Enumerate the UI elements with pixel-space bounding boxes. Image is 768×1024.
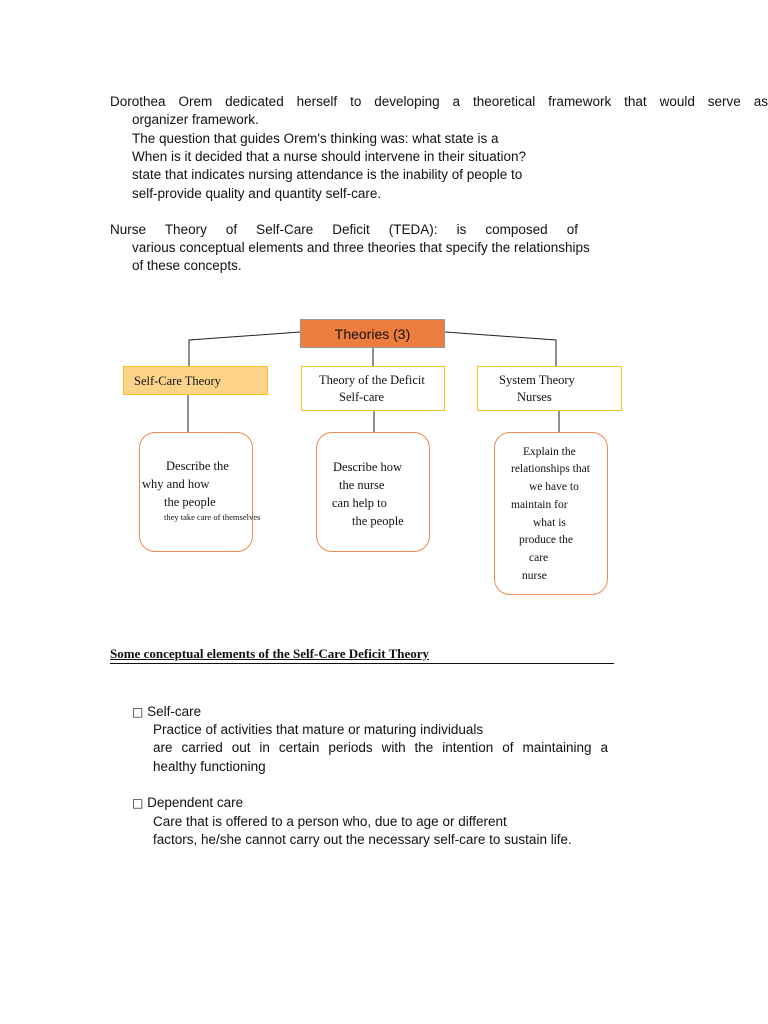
intro-line-4: When is it decided that a nurse should intervene in their situation? — [132, 149, 526, 164]
concept-title: Dependent care — [147, 795, 244, 810]
deficit-theory-label-1: Theory of the Deficit — [319, 373, 425, 387]
deficit-theory-box — [301, 366, 445, 411]
system-desc-line-5: what is — [533, 517, 566, 529]
concepts-heading: Some conceptual elements of the Self-Care Deficit Theory — [110, 646, 614, 664]
intro-line-1: Dorothea Orem dedicated herself to developing a theoretical framework that would serve as — [110, 94, 768, 109]
deficit-desc-line-1: Describe how — [333, 460, 403, 474]
teda-line-2: various conceptual elements and three theories that specify the relationships — [132, 240, 590, 255]
self-care-desc-line-3: the people — [164, 495, 216, 509]
system-desc-line-8: nurse — [522, 570, 547, 582]
concept-item-self-care — [132, 703, 201, 721]
deficit-desc-line-2: the nurse — [339, 478, 385, 492]
intro-line-2: organizer framework. — [132, 112, 259, 127]
deficit-desc-line-4: the people — [352, 514, 404, 528]
system-desc-line-3: we have to — [529, 481, 579, 493]
self-care-desc-line-1: Describe the — [166, 459, 229, 473]
theories-root-box — [300, 319, 445, 348]
system-desc-line-4: maintain for — [511, 499, 568, 511]
system-desc-line-7: care — [529, 552, 549, 564]
theories-root-label: Theories (3) — [334, 326, 411, 342]
teda-line-1: Nurse Theory of Self-Care Deficit (TEDA): is composed of — [110, 222, 578, 237]
system-desc-line-6: produce the — [519, 534, 573, 546]
concept-item-dependent-care — [132, 794, 243, 812]
self-care-theory-box — [123, 366, 268, 395]
concept-line: Care that is offered to a person who, due to age or different — [153, 814, 507, 829]
concept-line: factors, he/she cannot carry out the necessary self-care to sustain life. — [153, 832, 572, 847]
deficit-theory-label-2: Self-care — [339, 390, 385, 404]
system-theory-label-2: Nurses — [517, 390, 552, 404]
intro-line-6: self-provide quality and quantity self-care. — [132, 186, 382, 201]
system-desc-line-2: relationships that — [511, 463, 590, 475]
self-care-desc-line-2: why and how — [142, 477, 210, 491]
self-care-description-box — [139, 432, 261, 552]
system-desc-line-1: Explain the — [523, 446, 576, 458]
checkbox-bullet-icon: □ — [132, 796, 144, 810]
deficit-description-box — [316, 432, 430, 552]
self-care-theory-label: Self-Care Theory — [134, 374, 221, 388]
system-theory-box — [477, 366, 622, 411]
concept-line: healthy functioning — [153, 759, 266, 774]
concept-title: Self-care — [147, 704, 202, 719]
concept-line: are carried out in certain periods with the intention of maintaining a — [153, 740, 608, 755]
deficit-desc-line-3: can help to — [332, 496, 387, 510]
concept-line: Practice of activities that mature or maturing individuals — [153, 722, 484, 737]
self-care-desc-line-4: they take care of themselves — [164, 512, 261, 522]
intro-line-3: The question that guides Orem's thinking was: what state is a — [132, 131, 499, 146]
intro-line-5: state that indicates nursing attendance is the inability of people to — [132, 167, 523, 182]
system-theory-label-1: System Theory — [499, 373, 575, 387]
teda-line-3: of these concepts. — [132, 258, 242, 273]
system-description-box — [494, 432, 608, 595]
checkbox-bullet-icon: □ — [132, 705, 144, 719]
